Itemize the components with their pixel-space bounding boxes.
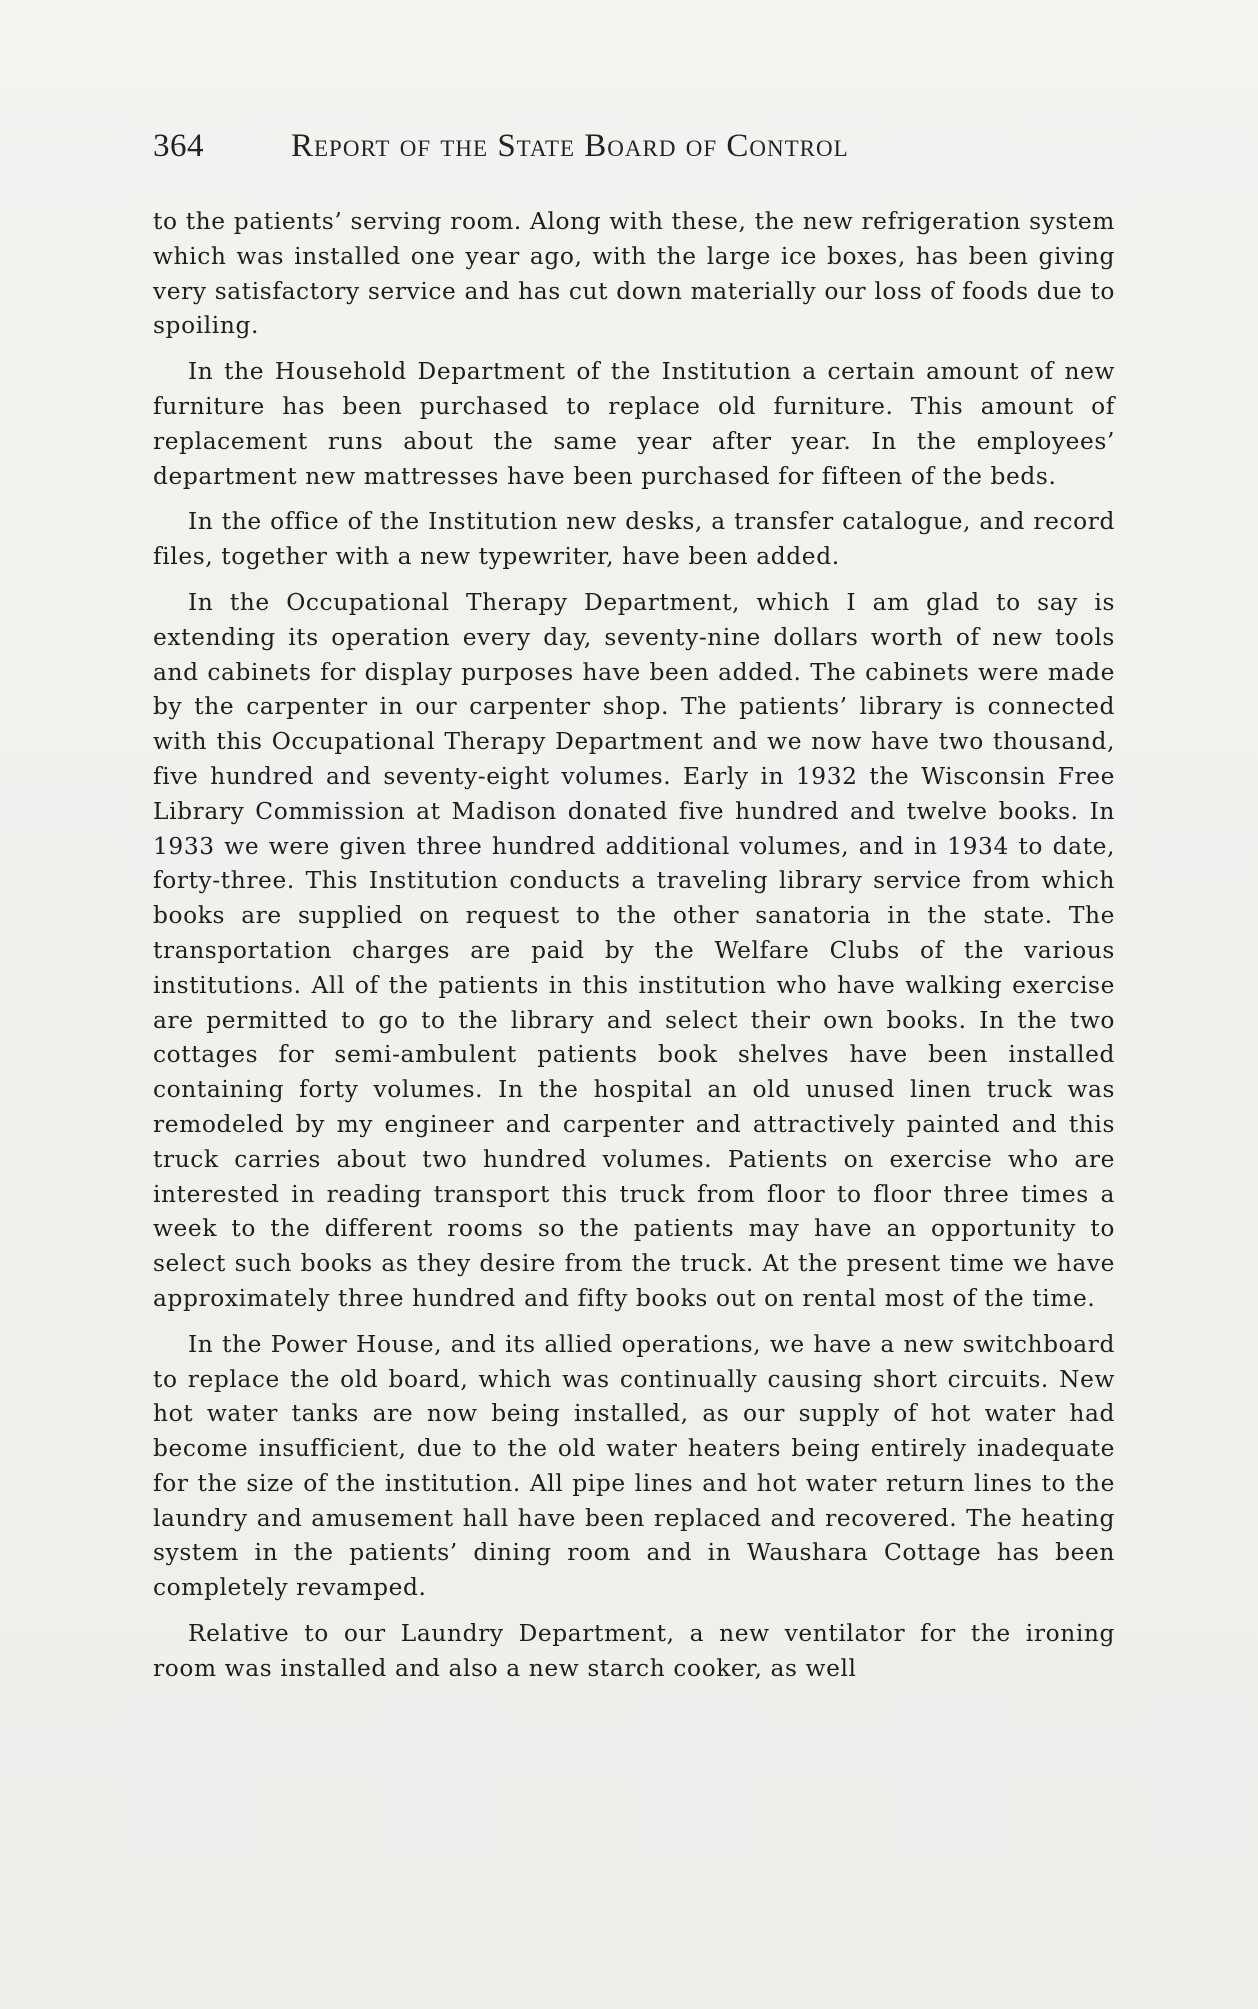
paragraph-continued: to the patients’ serving room. Along with these, the new refrigeration system which was installed one year ago, with the large ice boxes, has been giving very satisfactory service and has cut down materially our loss of foods due to spoiling.: [153, 208, 1115, 340]
paragraph-occupational-therapy: In the Occupational Therapy Department, which I am glad to say is extending its operation every day, seventy-nine dollars worth of new tools and cabinets for display purposes have been added. The cabinets were made by the carpenter in our carpenter shop. The patients’ library is connected with this Occupational Therapy Department and we now have two thousand, five hundred and seventy-eight volumes. Early in 1932 the Wisconsin Free Library Commission at Madison donated five hundred and twelve books. In 1933 we were given three hundred additional volumes, and in 1934 to date, forty-three. This Institution conducts a traveling library service from which books are supplied on request to the other sanatoria in the state. The transportation charges are paid by the Welfare Clubs of the various institutions. All of the patients in this institution who have walking exercise are permitted to go to the library and select their own books. In the two cottages for semi-ambulent patients book shelves have been installed containing forty volumes. In the hospital an old unused linen truck was remodeled by my engineer and carpenter and attractively painted and this truck carries about two hundred volumes. Patients on exercise who are interested in reading transport this truck from floor to floor three times a week to the different rooms so the patients may have an opportunity to select such books as they desire from the truck. At the present time we have approximately three hundred and fifty books out on rental most of the time.: [153, 588, 1115, 1312]
body-text: [153, 205, 1115, 1698]
page-number: 364: [153, 128, 204, 164]
paragraph-laundry-department: Relative to our Laundry Department, a new ventilator for the ironing room was installed and also a new starch cooker, as well: [153, 1620, 1115, 1682]
paragraph-office: In the office of the Institution new desks, a transfer catalogue, and record files, together with a new typewriter, have been added.: [153, 508, 1115, 571]
paragraph-power-house: In the Power House, and its allied operations, we have a new switchboard to replace the old board, which was continually causing short circuits. New hot water tanks are now being installed, as our supply of hot water had become insufficient, due to the old water heaters being entirely inadequate for the size of the institution. All pipe lines and hot water return lines to the laundry and amusement hall have been replaced and recovered. The heating system in the patients’ dining room and in Waushara Cottage has been completely revamped.: [153, 1330, 1115, 1602]
running-head: Report of the State Board of Control: [291, 128, 849, 164]
page-header: [153, 128, 1113, 176]
paragraph-household-department: In the Household Department of the Institution a certain amount of new furniture has been purchased to replace old furniture. This amount of replacement runs about the same year after year. In the employees’ department new mattresses have been purchased for fifteen of the beds.: [153, 358, 1115, 490]
